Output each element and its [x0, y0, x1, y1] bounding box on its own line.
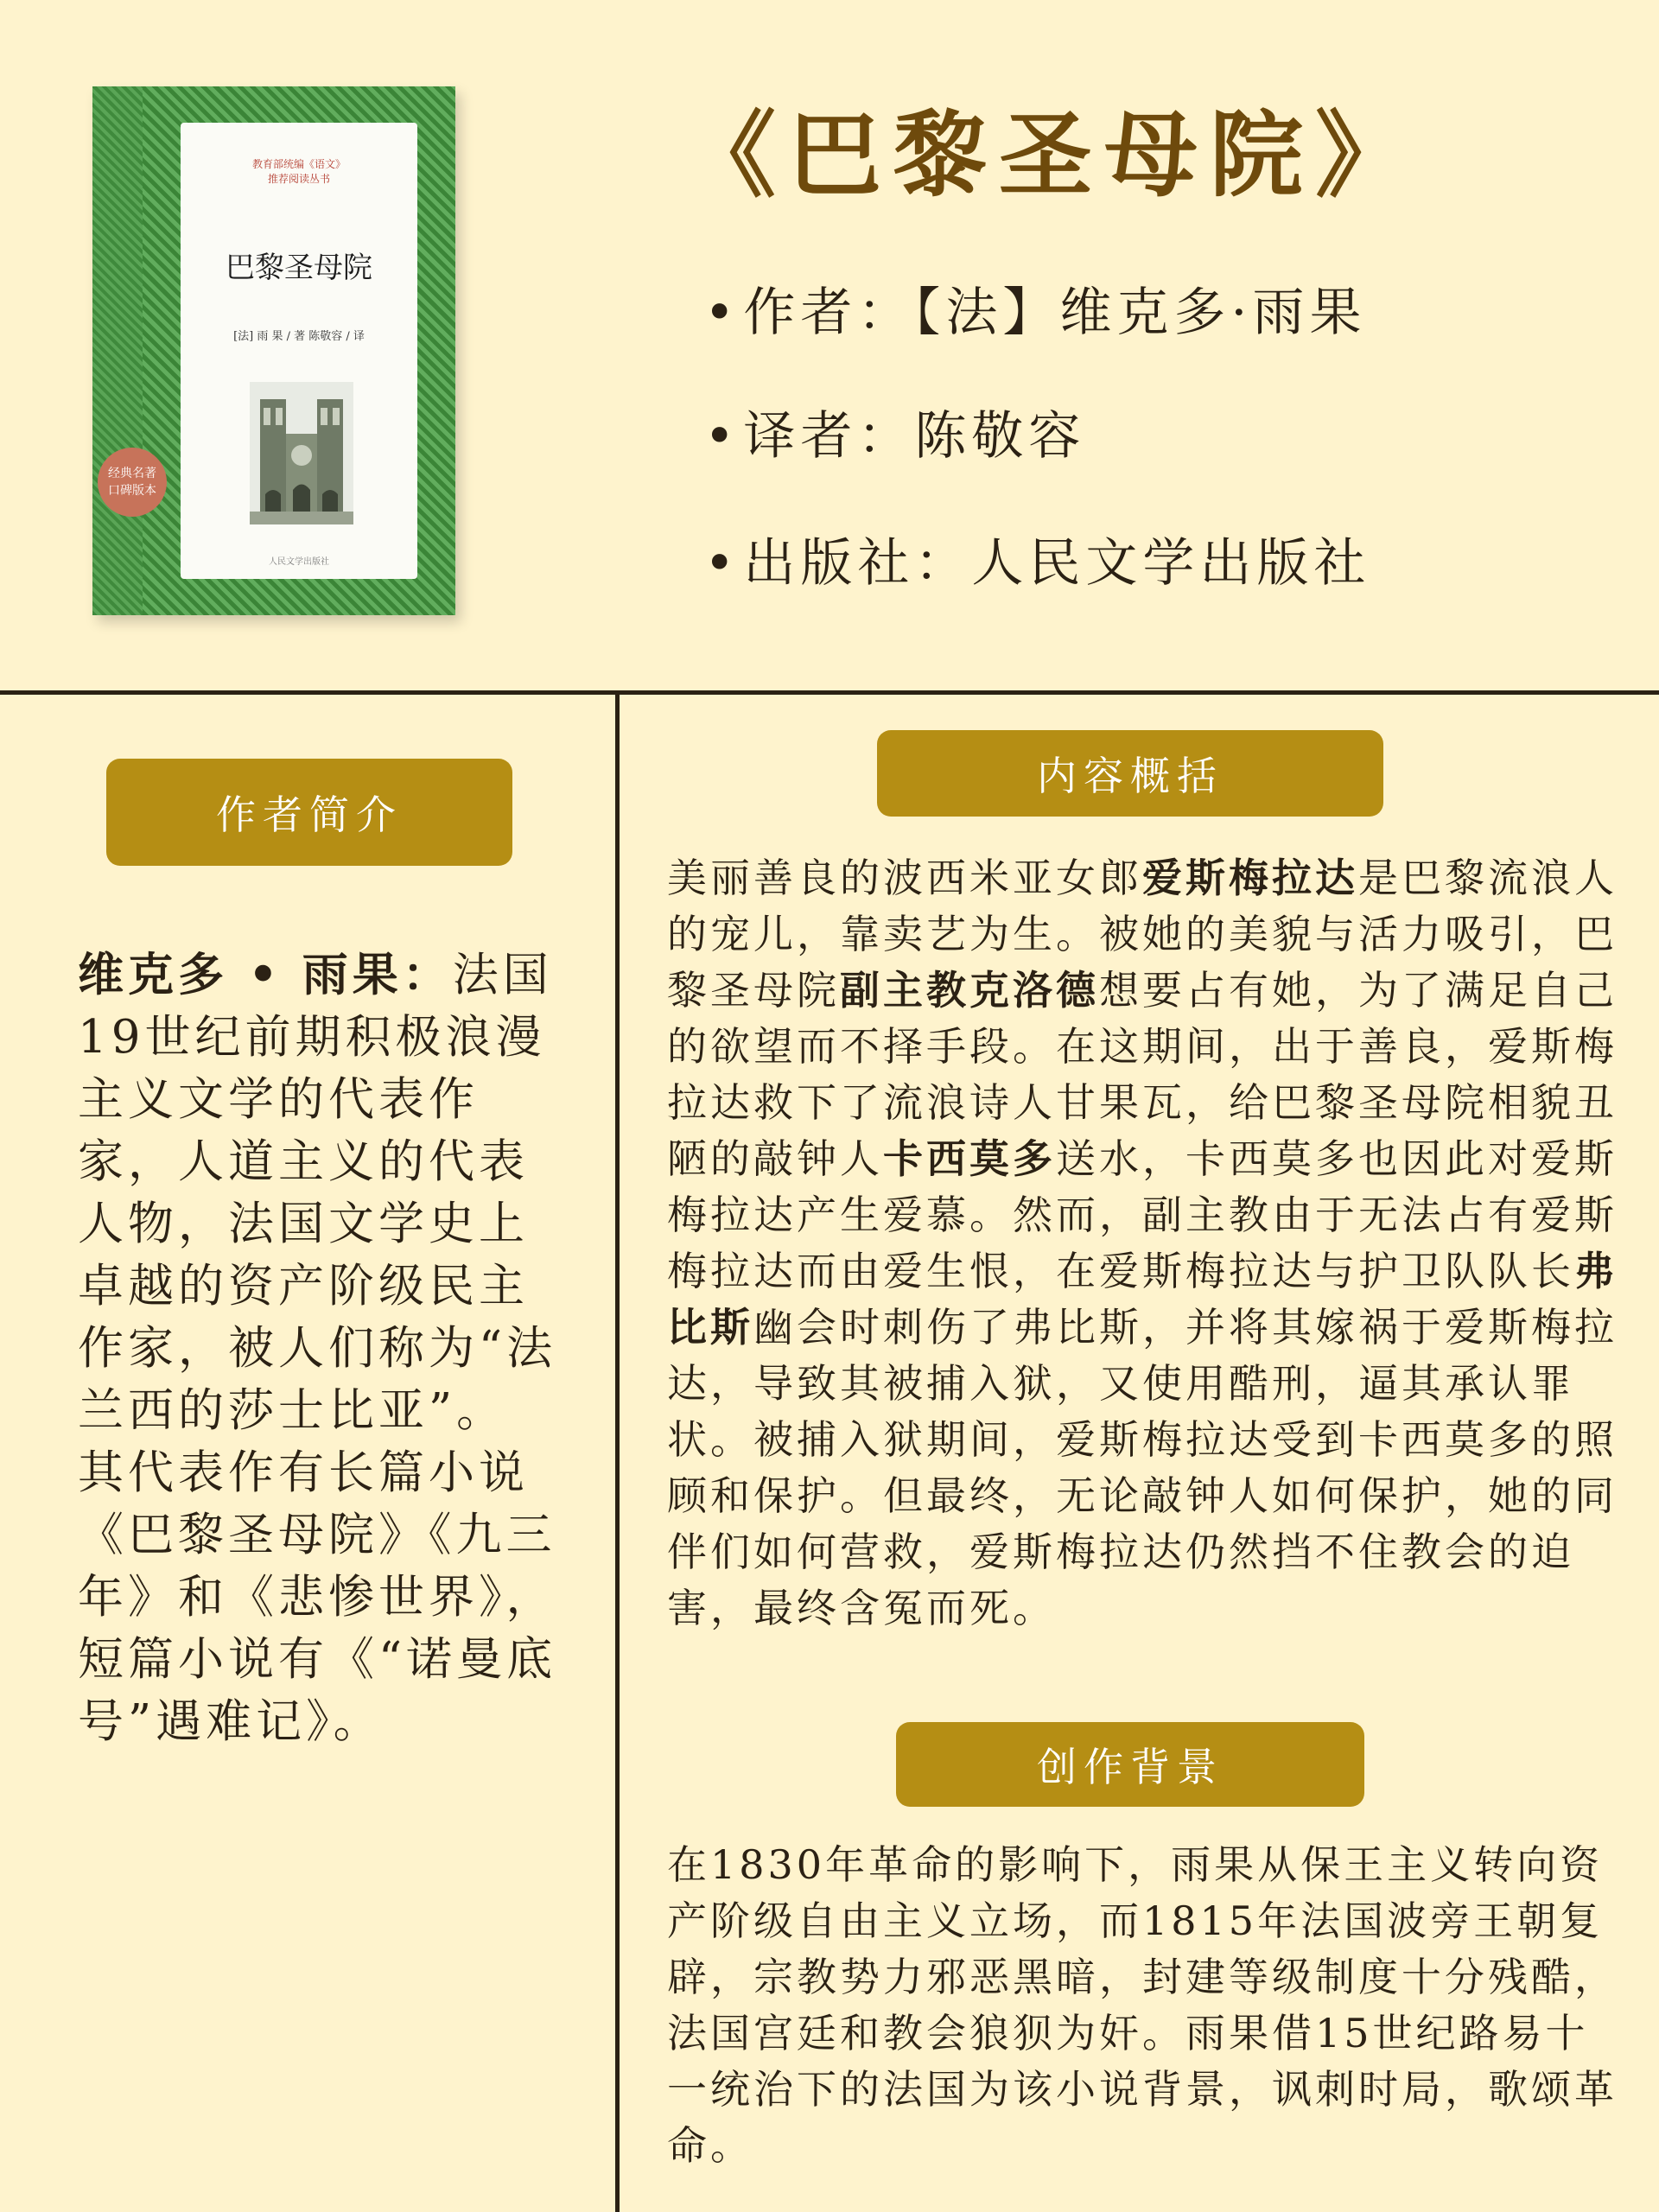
- translator-value: 陈敬容: [914, 406, 1086, 467]
- translator-line: [704, 402, 1085, 471]
- character-name: 爱斯梅拉达: [1142, 855, 1358, 901]
- bullet: •: [704, 406, 741, 467]
- cover-authors: [法] 雨 果 / 著 陈敬容 / 译: [233, 330, 365, 343]
- vertical-divider: [615, 695, 620, 2212]
- book-title: 《巴黎圣母院》: [683, 101, 1421, 210]
- summary-part: 送水，卡西莫多也因此对爱斯梅拉达产生爱慕。然而，副主教由于无法占有爱斯梅拉达而由爱生恨，在爱斯梅拉达与护卫队队长: [667, 1135, 1618, 1294]
- cover-spine: [92, 86, 143, 615]
- publisher-label: 出版社：: [743, 533, 972, 594]
- summary-part: 是巴黎流浪人的宠儿，靠卖艺为生。被她的美貌与活力吸引，巴黎圣母院: [667, 855, 1618, 1014]
- character-name: 弗比斯: [667, 1248, 1618, 1351]
- bullet: •: [704, 533, 741, 594]
- background-text: 在1830年革命的影响下，雨果从保王主义转向资产阶级自由主义立场，而1815年法国波旁王朝复辟，宗教势力邪恶黑暗，封建等级制度十分残酷，法国宫廷和教会狼狈为奸。雨果借15世纪路易十一统治下的法国为该小说背景，讽刺时局，歌颂革命。: [667, 1841, 1618, 2169]
- author-line: [704, 278, 1366, 347]
- author-name: 维克多 • 雨果：: [78, 948, 453, 1001]
- bullet: •: [704, 283, 741, 343]
- summary-part: 幽会时刺伤了弗比斯，并将其嫁祸于爱斯梅拉达，导致其被捕入狱，又使用酷刑，逼其承认罪状。被捕入狱期间，爱斯梅拉达受到卡西莫多的照顾和保护。但最终，无论敲钟人如何保护，她的同伴们如何营救，爱斯梅拉达仍然挡不住教会的迫害，最终含冤而死。: [667, 1304, 1618, 1631]
- character-name: 卡西莫多: [883, 1135, 1056, 1182]
- author-label: 作者：: [743, 283, 915, 343]
- author-works: 其代表作有长篇小说《巴黎圣母院》《九三年》和《悲惨世界》，短篇小说有《“诺曼底号”遇难记》。: [78, 1446, 557, 1748]
- horizontal-divider: [0, 690, 1659, 695]
- character-name: 副主教克洛德: [840, 967, 1099, 1014]
- summary-heading: 内容概括: [877, 730, 1383, 817]
- cathedral-illustration: [250, 382, 353, 524]
- book-cover-image: [92, 86, 455, 615]
- author-bio-text: 法国19世纪前期积极浪漫主义文学的代表作家，人道主义的代表人物，法国文学史上卓越的资产阶级民主作家，被人们称为“法兰西的莎士比亚”。: [78, 949, 557, 1437]
- author-value: 【法】维克多·雨果: [914, 283, 1367, 343]
- cover-publisher: 人民文学出版社: [269, 557, 329, 567]
- cover-series-text: 教育部统编《语文》 推荐阅读丛书: [251, 158, 346, 185]
- publisher-line: [704, 529, 1370, 598]
- summary-text: [667, 850, 1618, 1637]
- publisher-value: 人民文学出版社: [971, 533, 1371, 594]
- cover-panel: [181, 123, 417, 579]
- cover-title: 巴黎圣母院: [226, 251, 372, 285]
- summary-part: 美丽善良的波西米亚女郎: [667, 855, 1142, 901]
- translator-label: 译者：: [743, 406, 915, 467]
- cover-front: [143, 86, 455, 615]
- author-intro-heading: 作者简介: [106, 759, 512, 866]
- summary-part: 想要占有她，为了满足自己的欲望而不择手段。在这期间，出于善良，爱斯梅拉达救下了流浪诗人甘果瓦，给巴黎圣母院相貌丑陋的敲钟人: [667, 967, 1618, 1182]
- cover-badge: 经典名著 口碑版本: [98, 448, 167, 517]
- background-heading: 创作背景: [896, 1722, 1364, 1807]
- author-bio: [78, 944, 562, 1753]
